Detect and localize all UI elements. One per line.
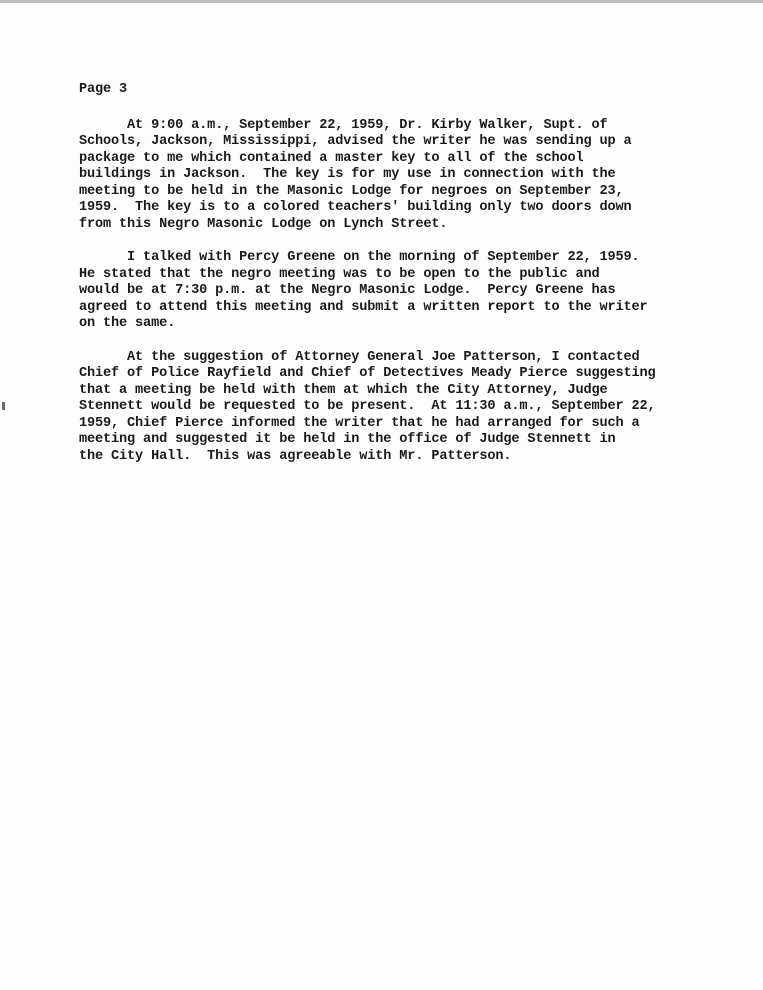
paragraph-3 (79, 350, 729, 466)
margin-mark (2, 402, 5, 410)
page-number: Page 3 (79, 82, 128, 97)
paragraph-line: 1959, Chief Pierce informed the writer that he had arranged for such a (79, 415, 640, 431)
paragraph-line: 1959. The key is to a colored teachers' building only two doors down (79, 200, 632, 215)
paragraph-line: At the suggestion of Attorney General Joe Patterson, I contacted (79, 349, 640, 365)
paragraph-1 (79, 118, 729, 234)
paragraph-line: He stated that the negro meeting was to be open to the public and (79, 266, 600, 282)
paragraph-line: meeting and suggested it be held in the office of Judge Stennett in (79, 432, 616, 447)
paragraph-line: the City Hall. This was agreeable with Mr. Patterson. (79, 448, 512, 464)
paragraph-line: on the same. (79, 316, 176, 331)
page-top-edge (0, 0, 763, 3)
paragraph-line: meeting to be held in the Masonic Lodge for negroes on September 23, (79, 183, 624, 199)
paragraph-line: I talked with Percy Greene on the morning of September 22, 1959. (79, 250, 640, 265)
paragraph-line: agreed to attend this meeting and submit a written report to the writer (79, 299, 648, 315)
paragraph-line: Stennett would be requested to be present. At 11:30 a.m., September 22, (79, 399, 656, 414)
paragraph-line: that a meeting be held with them at which the City Attorney, Judge (79, 382, 608, 398)
paragraph-line: package to me which contained a master key to all of the school (79, 150, 584, 166)
paragraph-line: Schools, Jackson, Mississippi, advised the writer he was sending up a (79, 134, 632, 149)
paragraph-line: would be at 7:30 p.m. at the Negro Masonic Lodge. Percy Greene has (79, 283, 616, 298)
document-body (79, 82, 729, 482)
paragraph-line: At 9:00 a.m., September 22, 1959, Dr. Kirby Walker, Supt. of (79, 117, 608, 133)
paragraph-line: Chief of Police Rayfield and Chief of Detectives Meady Pierce suggesting (79, 366, 656, 381)
paragraph-line: buildings in Jackson. The key is for my use in connection with the (79, 167, 616, 182)
paragraph-2 (79, 250, 729, 333)
paragraph-line: from this Negro Masonic Lodge on Lynch Street. (79, 216, 448, 232)
